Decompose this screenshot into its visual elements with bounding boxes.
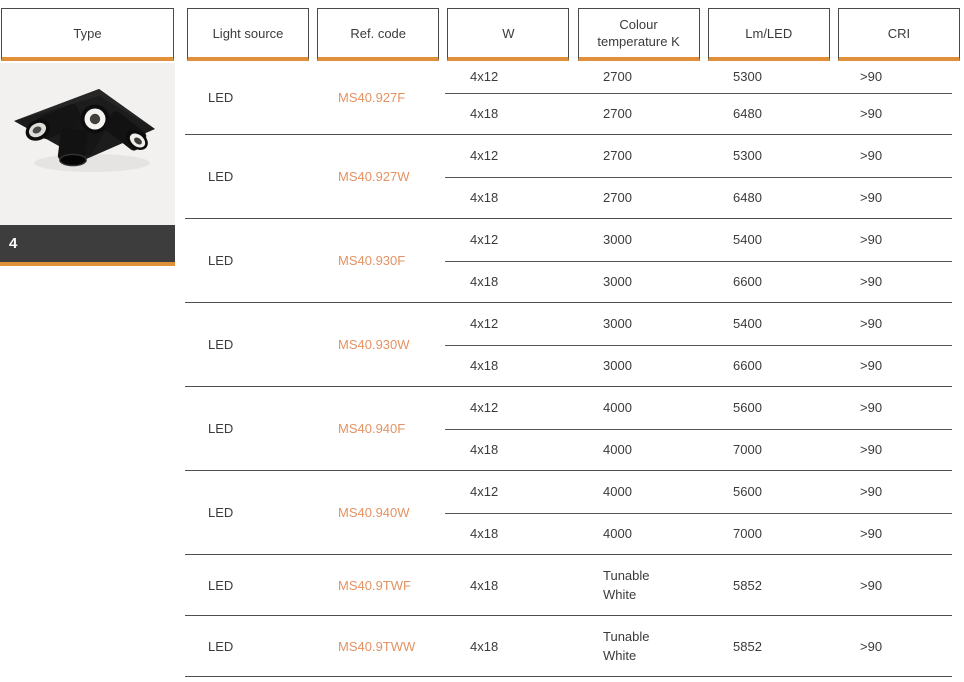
four-spot-luminaire-image bbox=[0, 63, 175, 225]
type-header-box bbox=[1, 8, 174, 61]
table-row-group bbox=[185, 219, 952, 303]
wattage-cell: 4x18 bbox=[470, 526, 499, 542]
table-row-group bbox=[185, 471, 952, 555]
wattage-cell: 4x12 bbox=[470, 148, 499, 164]
spec-subrow bbox=[445, 177, 952, 219]
colour-temp-cell: 3000 bbox=[603, 232, 632, 248]
colour-temp-cell: 4000 bbox=[603, 526, 632, 542]
wattage-cell: 4x18 bbox=[470, 274, 499, 290]
colour-temp-cell: 2700 bbox=[603, 69, 632, 85]
colour-temp-cell: 3000 bbox=[603, 358, 632, 374]
column-header-light-source bbox=[187, 8, 309, 61]
light-source-cell: LED bbox=[208, 505, 234, 520]
spec-subrow bbox=[445, 513, 952, 555]
ref-code-cell: MS40.940W bbox=[338, 505, 410, 520]
spec-subrow bbox=[445, 93, 952, 135]
subrows bbox=[445, 219, 952, 302]
subrows bbox=[445, 61, 952, 134]
type-header-label: Type bbox=[73, 25, 102, 41]
light-source-cell: LED bbox=[208, 90, 234, 105]
cri-cell: >90 bbox=[860, 232, 883, 248]
ref-code-cell: MS40.930F bbox=[338, 253, 406, 268]
wattage-cell: 4x18 bbox=[470, 638, 499, 654]
lumen-cell: 6600 bbox=[733, 274, 762, 290]
light-source-cell: LED bbox=[208, 577, 234, 593]
lumen-cell: 7000 bbox=[733, 526, 762, 542]
subrows bbox=[445, 471, 952, 554]
column-header-cri bbox=[838, 8, 960, 61]
cri-cell: >90 bbox=[860, 638, 883, 654]
cri-cell: >90 bbox=[860, 484, 883, 500]
cri-cell: >90 bbox=[860, 442, 883, 458]
cri-cell: >90 bbox=[860, 148, 883, 164]
colour-temp-cell: 3000 bbox=[603, 274, 632, 290]
colour-temp-cell: 4000 bbox=[603, 442, 632, 458]
ref-code-cell: MS40.927W bbox=[338, 169, 410, 184]
lumen-cell: 5400 bbox=[733, 316, 762, 332]
colour-temp-cell: 4000 bbox=[603, 400, 632, 416]
column-header-colour-temperature bbox=[578, 8, 700, 61]
cri-cell: >90 bbox=[860, 316, 883, 332]
column-header-wattage bbox=[447, 8, 569, 61]
colour-temp-cell: 2700 bbox=[603, 148, 632, 164]
spec-subrow bbox=[445, 429, 952, 471]
lumen-cell: 6480 bbox=[733, 106, 762, 122]
colour-temp-cell: Tunable White bbox=[603, 568, 650, 602]
table-row-group bbox=[185, 387, 952, 471]
cri-cell: >90 bbox=[860, 526, 883, 542]
ref-code-cell: MS40.930W bbox=[338, 337, 410, 352]
wattage-cell: 4x12 bbox=[470, 484, 499, 500]
ref-code-cell: MS40.940F bbox=[338, 421, 406, 436]
column-header-label: Lm/LED bbox=[745, 25, 793, 41]
column-header-label: Ref. code bbox=[350, 25, 407, 41]
lumen-cell: 5300 bbox=[733, 148, 762, 164]
ref-code-cell: MS40.927F bbox=[338, 90, 406, 105]
spec-subrow bbox=[445, 387, 952, 429]
column-header-label: CRI bbox=[887, 25, 911, 41]
light-source-cell: LED bbox=[208, 638, 234, 654]
column-header-lm-led bbox=[708, 8, 830, 61]
type-number-badge: 4 bbox=[0, 225, 175, 262]
light-source-cell: LED bbox=[208, 421, 234, 436]
subrows bbox=[445, 387, 952, 470]
wattage-cell: 4x18 bbox=[470, 577, 499, 593]
wattage-cell: 4x12 bbox=[470, 232, 499, 248]
column-header-label: W bbox=[502, 25, 515, 41]
cri-cell: >90 bbox=[860, 577, 883, 593]
light-source-cell: LED bbox=[208, 253, 234, 268]
colour-temp-cell: 3000 bbox=[603, 316, 632, 332]
lumen-cell: 6480 bbox=[733, 190, 762, 206]
ref-code-cell: MS40.9TWF bbox=[338, 577, 411, 593]
wattage-cell: 4x12 bbox=[470, 400, 499, 416]
lumen-cell: 5600 bbox=[733, 400, 762, 416]
subrows bbox=[445, 303, 952, 386]
colour-temp-cell: Tunable White bbox=[603, 629, 650, 663]
spec-table-body bbox=[185, 61, 952, 677]
spec-subrow bbox=[445, 345, 952, 387]
column-header-label: Colour temperature K bbox=[597, 17, 680, 49]
type-accent-bar bbox=[0, 262, 175, 266]
cri-cell: >90 bbox=[860, 106, 883, 122]
spec-subrow bbox=[445, 616, 952, 676]
spec-subrow bbox=[445, 261, 952, 303]
light-source-cell: LED bbox=[208, 337, 234, 352]
cri-cell: >90 bbox=[860, 358, 883, 374]
table-row-group bbox=[185, 303, 952, 387]
product-photo bbox=[0, 63, 175, 225]
column-header-label: Light source bbox=[212, 25, 284, 41]
colour-temp-cell: 4000 bbox=[603, 484, 632, 500]
spec-subrow bbox=[445, 471, 952, 513]
lumen-cell: 5400 bbox=[733, 232, 762, 248]
table-row-group bbox=[185, 135, 952, 219]
ref-code-cell: MS40.9TWW bbox=[338, 638, 416, 654]
cri-cell: >90 bbox=[860, 274, 883, 290]
subrows bbox=[445, 135, 952, 218]
wattage-cell: 4x12 bbox=[470, 316, 499, 332]
lumen-cell: 7000 bbox=[733, 442, 762, 458]
lumen-cell: 5300 bbox=[733, 69, 762, 85]
colour-temp-cell: 2700 bbox=[603, 106, 632, 122]
light-source-cell: LED bbox=[208, 169, 234, 184]
table-row-group bbox=[185, 555, 952, 616]
subrows bbox=[445, 555, 952, 615]
wattage-cell: 4x18 bbox=[470, 106, 499, 122]
lumen-cell: 6600 bbox=[733, 358, 762, 374]
lumen-cell: 5852 bbox=[733, 577, 762, 593]
column-header-ref-code bbox=[317, 8, 439, 61]
table-header-row bbox=[185, 8, 961, 61]
wattage-cell: 4x18 bbox=[470, 442, 499, 458]
table-row-group bbox=[185, 61, 952, 135]
spec-subrow bbox=[445, 555, 952, 615]
lumen-cell: 5852 bbox=[733, 638, 762, 654]
cri-cell: >90 bbox=[860, 190, 883, 206]
spec-subrow bbox=[445, 219, 952, 261]
wattage-cell: 4x12 bbox=[470, 69, 499, 85]
spec-subrow bbox=[445, 303, 952, 345]
subrows bbox=[445, 616, 952, 676]
spec-subrow bbox=[445, 135, 952, 177]
spec-subrow bbox=[445, 61, 952, 93]
lumen-cell: 5600 bbox=[733, 484, 762, 500]
wattage-cell: 4x18 bbox=[470, 358, 499, 374]
table-row-group bbox=[185, 616, 952, 677]
wattage-cell: 4x18 bbox=[470, 190, 499, 206]
cri-cell: >90 bbox=[860, 69, 883, 85]
cri-cell: >90 bbox=[860, 400, 883, 416]
colour-temp-cell: 2700 bbox=[603, 190, 632, 206]
